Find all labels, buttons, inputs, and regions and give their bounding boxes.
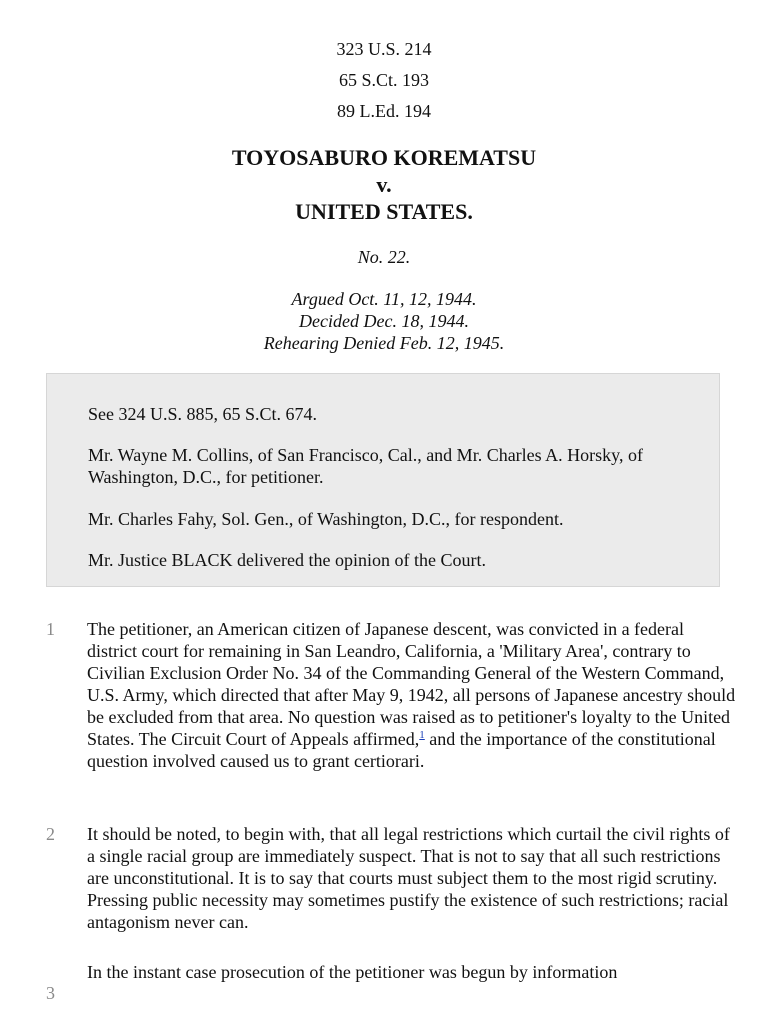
- versus: v.: [376, 172, 392, 197]
- paragraph-number: 3: [46, 983, 55, 1003]
- case-summary-box: [46, 373, 720, 587]
- petitioner-name: TOYOSABURO KOREMATSU: [231, 145, 537, 170]
- decided-date: Decided Dec. 18, 1944.: [299, 311, 469, 331]
- citations: [0, 34, 768, 127]
- paragraph-text-before: The petitioner, an American citizen of Japanese descent, was convicted in a federal district court for remaining in San Leandro, California, a 'Military Area', contrary to Civilian Exclusion Order No. 34 of the Commanding General of the Western Command, U.S. Army, which directed that after May 9, 1942, all persons of Japanese ancestry should be excluded from that area. No question was raised as to petitioner's loyalty to the United States. The Circuit Court of Appeals affirmed,: [87, 619, 736, 749]
- paragraph-text-after: and the importance of the constitutional question involved caused us to grant certiorari.: [87, 729, 716, 771]
- footnote-link[interactable]: 1: [419, 729, 425, 741]
- citation-supreme-court-reporter: 65 S.Ct. 193: [338, 70, 430, 90]
- argued-date: Argued Oct. 11, 12, 1944.: [291, 289, 477, 309]
- docket-number: No. 22.: [357, 247, 411, 267]
- see-also: See 324 U.S. 885, 65 S.Ct. 674.: [88, 404, 318, 424]
- counsel-respondent: Mr. Charles Fahy, Sol. Gen., of Washington, D.C., for respondent.: [88, 509, 564, 529]
- case-caption: [0, 144, 768, 225]
- paragraph-number: 2: [46, 824, 55, 844]
- paragraph-text: It should be noted, to begin with, that all legal restrictions which curtail the civil rights of a single racial group are immediately suspect. That is not to say that all such restrictions are unconstitutional. It is to say that courts must subject them to the most rigid scrutiny. Pressing public necessity may sometimes pustify the existence of such restrictions; racial antagonism never can.: [87, 824, 730, 932]
- citation-us-reports: 323 U.S. 214: [336, 39, 432, 59]
- case-dates: [0, 288, 768, 354]
- counsel-petitioner: Mr. Wayne M. Collins, of San Francisco, Cal., and Mr. Charles A. Horsky, of Washington, D.C., for petitioner.: [88, 445, 644, 487]
- opinion-author: Mr. Justice BLACK delivered the opinion of the Court.: [88, 550, 486, 570]
- respondent-name: UNITED STATES.: [295, 199, 473, 224]
- paragraph-text: [87, 618, 737, 772]
- rehearing-date: Rehearing Denied Feb. 12, 1945.: [263, 333, 505, 353]
- paragraph-text: In the instant case prosecution of the petitioner was begun by information: [87, 962, 618, 982]
- paragraph-number: 1: [46, 619, 55, 639]
- citation-lawyers-edition: 89 L.Ed. 194: [337, 101, 431, 121]
